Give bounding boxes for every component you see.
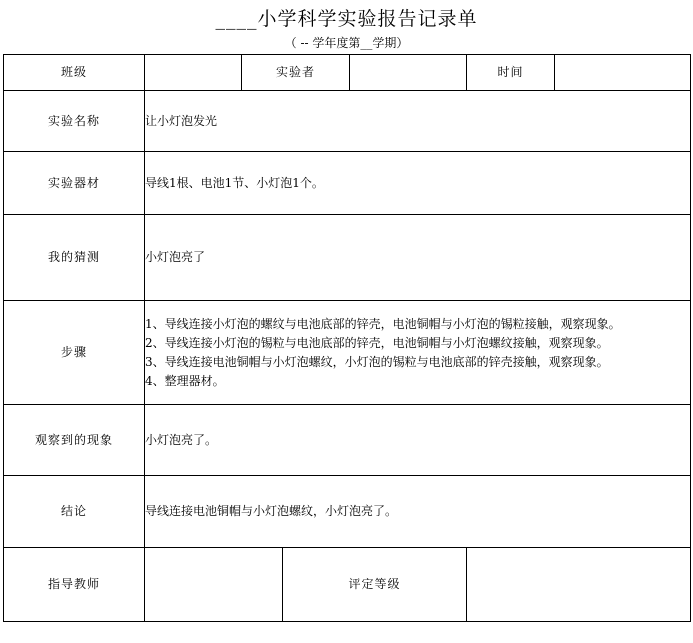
equipment-label: 实验器材 <box>4 152 145 215</box>
class-field[interactable] <box>145 55 242 91</box>
footer-row <box>4 548 691 622</box>
grade-label: 评定等级 <box>283 548 467 622</box>
steps-row <box>4 301 691 405</box>
teacher-field[interactable] <box>145 548 283 622</box>
experimenter-field[interactable] <box>350 55 467 91</box>
conclusion-row <box>4 476 691 548</box>
conclusion-value[interactable]: 导线连接电池铜帽与小灯泡螺纹，小灯泡亮了。 <box>145 476 691 548</box>
time-label: 时间 <box>467 55 555 91</box>
step-item: 1、导线连接小灯泡的螺纹与电池底部的锌壳，电池铜帽与小灯泡的锡粒接触，观察现象。 <box>145 316 621 331</box>
experiment-name-value[interactable]: 让小灯泡发光 <box>145 91 691 152</box>
time-field[interactable] <box>555 55 691 91</box>
guess-value[interactable]: 小灯泡亮了 <box>145 215 691 301</box>
experiment-name-row <box>4 91 691 152</box>
step-item: 2、导线连接小灯泡的锡粒与电池底部的锌壳，电池铜帽与小灯泡螺纹接触，观察现象。 <box>145 335 609 350</box>
step-item: 4、整理器材。 <box>145 373 225 388</box>
observation-value[interactable]: 小灯泡亮了。 <box>145 405 691 476</box>
conclusion-label: 结论 <box>4 476 145 548</box>
steps-label: 步骤 <box>4 301 145 405</box>
equipment-value[interactable]: 导线1根、电池1节、小灯泡1个。 <box>145 152 691 215</box>
experimenter-label: 实验者 <box>242 55 350 91</box>
steps-value[interactable] <box>145 301 691 405</box>
equipment-row <box>4 152 691 215</box>
observation-row <box>4 405 691 476</box>
grade-field[interactable] <box>467 548 691 622</box>
report-table <box>3 54 691 622</box>
report-title: ____小学科学实验报告记录单 <box>215 8 478 30</box>
guess-label: 我的猜测 <box>4 215 145 301</box>
header-row <box>4 55 691 91</box>
observation-label: 观察到的现象 <box>4 405 145 476</box>
teacher-label: 指导教师 <box>4 548 145 622</box>
experiment-name-label: 实验名称 <box>4 91 145 152</box>
class-label: 班级 <box>4 55 145 91</box>
school-year-subtitle: （ -- 学年度第__学期） <box>284 36 409 50</box>
step-item: 3、导线连接电池铜帽与小灯泡螺纹，小灯泡的锡粒与电池底部的锌壳接触，观察现象。 <box>145 354 609 369</box>
guess-row <box>4 215 691 301</box>
